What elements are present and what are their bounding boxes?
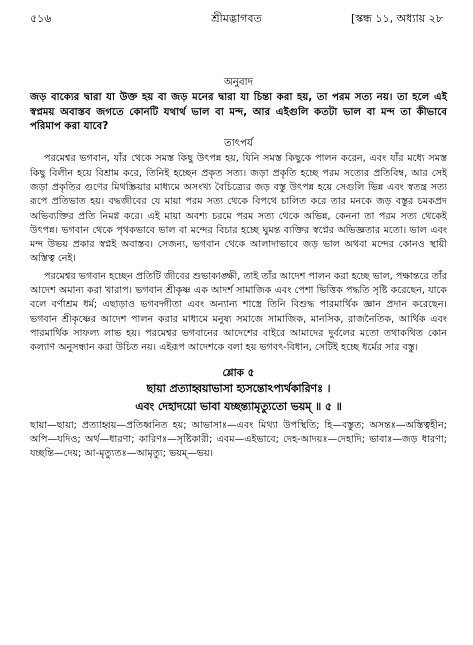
- page-body: [30, 74, 447, 462]
- book-title: শ্রীমদ্ভাগবত: [211, 12, 262, 25]
- purport-heading: তাৎপর্য: [224, 138, 253, 150]
- purport-paragraph-2: পরমেশ্বর ভগবান হচ্ছেন প্রতিটি জীবের শুভাকাঙ্ক্ষী, তাই তাঁর আদেশ পালন করা হচ্ছে ভাল, পক্ষান্তরে তাঁর আদেশ অমান্য করা খারাপ। ভগবান শ্রীকৃষ্ণ এক আদর্শ সামাজিক এবং পেশা ভিত্তিক পদ্ধতি সৃষ্টি করেছেন, যাকে বলে বর্ণাশ্রম ধর্ম; এছাড়াও ভগবদ্গীতা এবং অন্যান্য শাস্ত্রে তিনি বিশুদ্ধ পারমার্থিক জ্ঞান প্রদান করেছেন। ভগবান শ্রীকৃষ্ণের আদেশ পালন করার মাধ্যমে মনুষ্য সমাজে সামাজিক, মানসিক, রাজনৈতিক, আর্থিক এবং পারমার্থিক সাফল্য লাভ হয়। পরমেশ্বর ভগবানের আদেশের বাইরে আমাদের দুর্বলের মতো তথাকথিত কোন কল্যাণ অনুসন্ধান করা উচিত নয়। এইরূপ আদেশকে বলা হয় ভগবৎ-বিধান, সেটিই হচ্ছে ধর্মের সার বস্তু।: [30, 270, 447, 354]
- verse-line-2: এবং দেহাদয়ো ভাবা যচ্ছন্ত্যামৃত্যুতো ভয়ম্ ॥ ৫ ॥: [135, 399, 342, 413]
- page-number: ৫১৬: [30, 12, 52, 25]
- running-header: [30, 8, 443, 30]
- verse-line-1: ছায়া প্রত্যাহ্বয়াভাসা হ্যসন্তোঽপ্যর্থকারিণঃ ।: [146, 381, 331, 395]
- purport-paragraph-1: পরমেশ্বর ভগবান, যাঁর থেকে সমস্ত কিছু উৎপন্ন হয়, যিনি সমস্ত কিছুকে পালন করেন, এবং যাঁর মধ্যে সমস্ত কিছু বিলীন হয়ে বিশ্রাম করে, তিনিই হচ্ছেন প্রকৃত সত্য। জড়া প্রকৃতি হচ্ছে পরম সত্যের প্রতিবিম্ব, আর সেই জড়া প্রকৃতির গুণের মিথস্ক্রিয়ার মাধ্যমে অসংখ্য বৈচিত্র্যের জড় বস্তু উৎপন্ন হয়ে সেগুলি ভিন্ন এবং স্বতন্ত্র সত্য রূপে প্রতিভাত হয়। বদ্ধজীবের যে মায়া পরম সত্য থেকে বিপথে চালিত করে তার মনকে জড় বস্তুর চমকপ্রদ অভিব্যক্তির প্রতি নিমগ্ন করে। এই মায়া অবশ্য চরমে পরম সত্য থেকে অভিন্ন, কেননা তা পরম সত্য থেকেই উৎপন্ন। ভগবান থেকে পৃথকভাবে ভাল বা মন্দের বিচার হচ্ছে ঘুমন্ত ব্যক্তির স্বপ্নের অভিজ্ঞতার মতো। ভাল এবং মন্দ উভয় প্রকার স্বপ্নই অবাস্তব। সেজন্য, ভগবান থেকে আলাদাভাবে জড় ভাল অথবা মন্দের কোনও স্থায়ী অস্তিত্ব নেই।: [30, 153, 447, 265]
- word-synonyms: ছায়া—ছায়া; প্রত্যাহ্বয়—প্রতিধ্বনিত হয়; আভাসাঃ—এবং মিথ্যা উপস্থিতি; হি—বস্তুত; অসন্তঃ—অস্তিত্বহীন; অপি—যদিও; অর্থ—ধারণা; কারিণঃ—সৃষ্টিকারী; এবম—এইভাবে; দেহ-আদয়ঃ—দেহাদি; ভাবাঃ—জড় ধারণা; যচ্ছন্তি—দেয়; আ-মৃত্যুতঃ—আমৃত্যু; ভয়ম্—ভয়।: [30, 419, 447, 460]
- chapter-reference: [স্কন্ধ ১১, অধ্যায় ২৮: [350, 12, 443, 25]
- translation-heading: অনুবাদ: [224, 77, 253, 88]
- translation-text: জড় বাক্যের দ্বারা যা উক্ত হয় বা জড় মনের দ্বারা যা চিন্তা করা হয়, তা পরম সত্য নয়। তা হলে এই স্বপ্নময় অবাস্তব জগতে কোনটি যথার্থ ভাল বা মন্দ, আর এইগুলি কতটা ভাল বা মন্দ তা কীভাবে পরিমাপ করা যাবে?: [30, 92, 447, 133]
- verse-number: শ্লোক ৫: [222, 366, 255, 379]
